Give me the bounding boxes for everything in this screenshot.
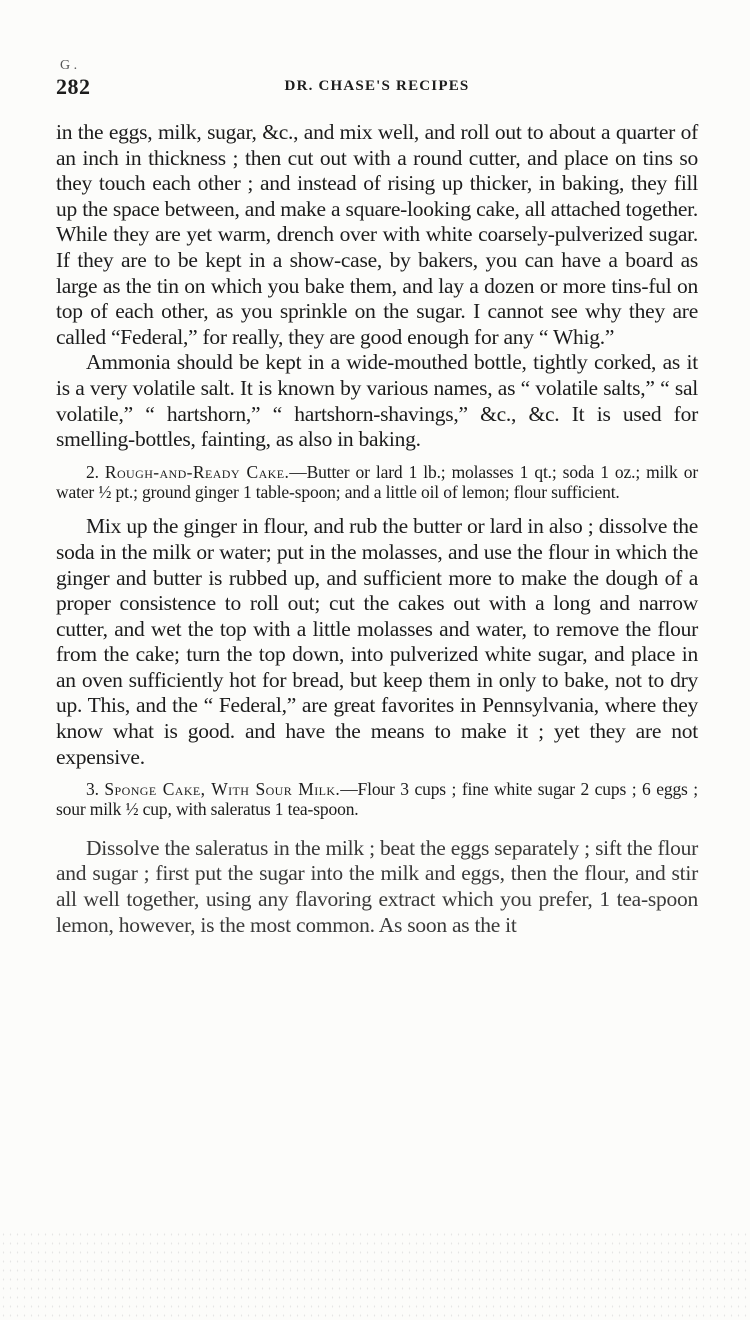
paragraph-ammonia: Ammonia should be kept in a wide-mouthed bottle, tightly corked, as it is a very volatile salt. It is known by various names, as “ volatile salts,” “ sal volatile,” “ hartshorn,” “ hartshorn-shavings,” &c., &c. It is used for smelling-bottles, fainting, as also in baking. [56, 350, 698, 452]
paragraph-federal-cakes: in the eggs, milk, sugar, &c., and mix well, and roll out to about a quarter of an inch in thickness ; then cut out with a round cutter, and place on tins so they touch each other ; and instead of rising up thicker, in baking, they fill up the space between, and make a square-looking cake, all attached together. While they are yet warm, drench over with white coarsely-pulverized sugar. If they are to be kept in a show-case, by bakers, you can have a board as large as the tin on which you bake them, and lay a dozen or more tins-ful on top of each other, as you sprinkle on the sugar. I cannot see why they are called “Federal,” for really, they are good enough for any “ Whig.” [56, 120, 698, 349]
running-head: DR. CHASE'S RECIPES [284, 78, 470, 94]
recipe-2-number: 2. [86, 461, 99, 482]
corner-mark: G . [60, 58, 78, 73]
recipe-2-ingredients [56, 463, 698, 503]
recipe-3-title: Sponge Cake, With Sour Milk. [104, 779, 341, 800]
recipe-3-ingredients [56, 780, 698, 820]
paper-speckle [0, 1230, 750, 1320]
page-number: 282 [56, 74, 91, 99]
recipe-2-body: —Butter or lard 1 lb.; molasses 1 qt.; soda 1 oz.; milk or water ½ pt.; ground ginger 1 table-spoon; and a little oil of lemon; flour sufficient. [56, 461, 698, 502]
paragraph-rough-and-ready-method: Mix up the ginger in flour, and rub the butter or lard in also ; dissolve the soda in the milk or water; put in the molasses, and use the flour in which the ginger and butter is rubbed up, and sufficient more to make the dough of a proper consistence to roll out; cut the cakes out with a long and narrow cutter, and wet the top with a little molasses and water, to remove the flour from the cake; turn the top down, into pulverized white sugar, and place in an oven sufficiently hot for bread, but keep them in only to bake, not to dry up. This, and the “ Federal,” are great favorites in Pennsylvania, where they know what is good. and have the means to make it ; yet they are not expensive. [56, 514, 698, 769]
paragraph-sponge-cake-method: Dissolve the saleratus in the milk ; beat the eggs separately ; sift the flour and sugar ; first put the sugar into the milk and eggs, then the flour, and stir all well together, using any flavoring extract which you prefer, 1 tea-spoon lemon, however, is the most common. As soon as the it [56, 835, 698, 937]
recipe-3-body: —Flour 3 cups ; fine white sugar 2 cups ; 6 eggs ; sour milk ½ cup, with saleratus 1 tea-spoon. [56, 779, 698, 820]
page-body [56, 120, 698, 938]
recipe-2-title: Rough-and-Ready Cake. [104, 461, 290, 482]
page-header [56, 74, 698, 100]
recipe-3-number: 3. [86, 779, 99, 800]
